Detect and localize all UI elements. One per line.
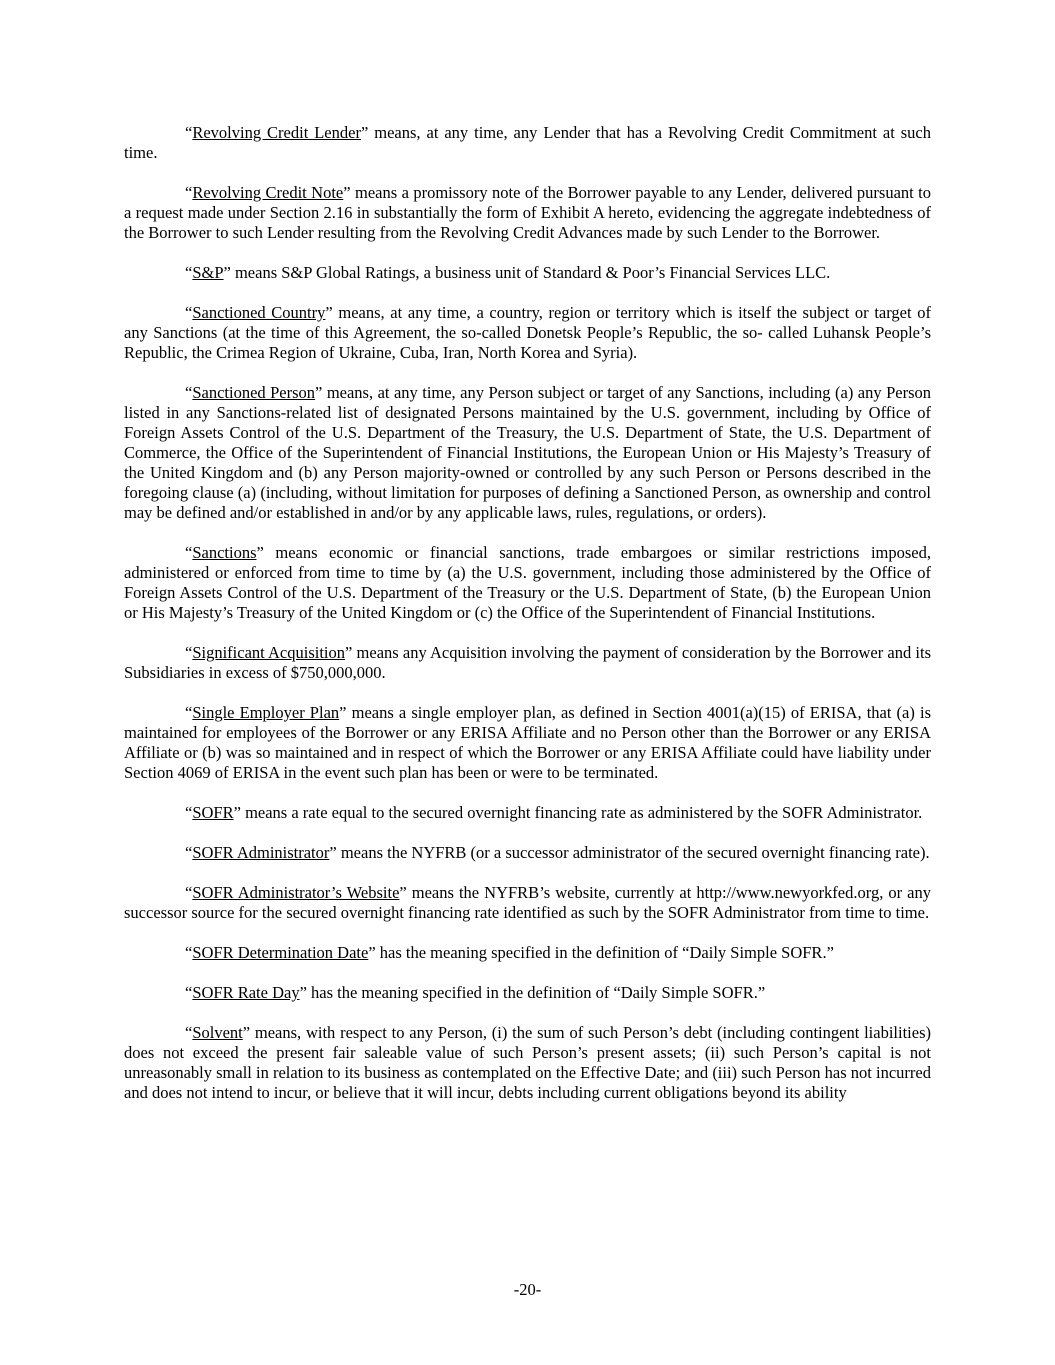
close-quote: ”: [345, 643, 353, 662]
document-body: [124, 123, 931, 1103]
definition-paragraph-sofr-administrator: [124, 843, 931, 863]
defined-term: SOFR Administrator: [192, 843, 330, 862]
close-quote: ”: [242, 1023, 251, 1042]
defined-term: SOFR: [192, 803, 234, 822]
defined-term: SOFR Administrator’s Website: [192, 883, 400, 902]
definition-text: means, at any time, a country, region or territory which is itself the subject or target of any Sanctions (at the time of this Agreement, the so-called Donetsk People’s Republic, the so- called Luhansk People’s Republic, the Crimea Region of Ukraine, Cuba, Iran, North Korea and Syria).: [124, 303, 931, 362]
open-quote: “: [185, 1023, 193, 1042]
open-quote: “: [185, 123, 193, 142]
definition-paragraph-solvent: [124, 1023, 931, 1103]
defined-term: Sanctions: [192, 543, 257, 562]
definition-paragraph-sofr: [124, 803, 931, 823]
close-quote: ”: [399, 883, 407, 902]
definition-paragraph-revolving-credit-note: [124, 183, 931, 243]
definition-text: means, at any time, any Lender that has a Revolving Credit Commitment at such time.: [124, 123, 931, 162]
open-quote: “: [185, 883, 193, 902]
defined-term: SOFR Determination Date: [192, 943, 369, 962]
definition-paragraph-sofr-rate-day: [124, 983, 931, 1003]
close-quote: ”: [223, 263, 231, 282]
open-quote: “: [185, 943, 193, 962]
page-number: -20-: [513, 1280, 542, 1299]
defined-term: Significant Acquisition: [192, 643, 346, 662]
definition-paragraph-significant-acquisition: [124, 643, 931, 683]
open-quote: “: [185, 803, 193, 822]
definition-text: has the meaning specified in the definition of “Daily Simple SOFR.”: [306, 983, 766, 1002]
close-quote: ”: [368, 943, 376, 962]
close-quote: ”: [256, 543, 264, 562]
definition-text: has the meaning specified in the definition of “Daily Simple SOFR.”: [375, 943, 834, 962]
definition-text: means, with respect to any Person, (i) the sum of such Person’s debt (including contingent liabilities) does not exceed the present fair saleable value of such Person’s present assets; (ii) such Person’s capital is not unreasonably small in relation to its business as contemplated on the Effective Date; and (iii) such Person has not incurred and does not intend to incur, or believe that it will incur, debts including current obligations beyond its ability: [124, 1023, 931, 1102]
open-quote: “: [185, 263, 193, 282]
open-quote: “: [185, 703, 193, 722]
defined-term: SOFR Rate Day: [192, 983, 300, 1002]
close-quote: ”: [315, 383, 323, 402]
close-quote: ”: [233, 803, 241, 822]
definition-paragraph-revolving-credit-lender: [124, 123, 931, 163]
close-quote: ”: [343, 183, 351, 202]
close-quote: ”: [299, 983, 307, 1002]
definition-text: means a promissory note of the Borrower payable to any Lender, delivered pursuant to a request made under Section 2.16 in substantially the form of Exhibit A hereto, evidencing the aggregate indebtedness of the Borrower to such Lender resulting from the Revolving Credit Advances made by such Lender to the Borrower.: [124, 183, 931, 242]
definition-text: means the NYFRB’s website, currently at http://www.newyorkfed.org, or any successor source for the secured overnight financing rate identified as such by the SOFR Administrator from time to time.: [124, 883, 931, 922]
defined-term: Sanctioned Country: [192, 303, 326, 322]
definition-paragraph-single-employer-plan: [124, 703, 931, 783]
open-quote: “: [185, 643, 193, 662]
definition-text: means economic or financial sanctions, trade embargoes or similar restrictions imposed, administered or enforced from time to time by (a) the U.S. government, including those administered by the Office of Foreign Assets Control of the U.S. Department of the Treasury or the U.S. Department of State, (b) the European Union or His Majesty’s Treasury of the United Kingdom or (c) the Office of the Superintendent of Financial Institutions.: [124, 543, 931, 622]
definition-paragraph-s-and-p: [124, 263, 931, 283]
close-quote: ”: [329, 843, 337, 862]
definition-text: means S&P Global Ratings, a business unit of Standard & Poor’s Financial Services LLC.: [230, 263, 831, 282]
defined-term: Revolving Credit Note: [192, 183, 344, 202]
definition-paragraph-sanctioned-country: [124, 303, 931, 363]
open-quote: “: [185, 303, 193, 322]
open-quote: “: [185, 983, 193, 1002]
close-quote: ”: [325, 303, 333, 322]
definition-text: means a single employer plan, as defined in Section 4001(a)(15) of ERISA, that (a) is maintained for employees of the Borrower or any ERISA Affiliate and no Person other than the Borrower or any ERISA Affiliate or (b) was so maintained and in respect of which the Borrower or any ERISA Affiliate could have liability under Section 4069 of ERISA in the event such plan has been or were to be terminated.: [124, 703, 931, 782]
close-quote: ”: [339, 703, 347, 722]
open-quote: “: [185, 843, 193, 862]
definition-text: means the NYFRB (or a successor administrator of the secured overnight financing rate).: [336, 843, 930, 862]
defined-term: Single Employer Plan: [192, 703, 340, 722]
definition-text: means a rate equal to the secured overnight financing rate as administered by the SOFR Administrator.: [240, 803, 923, 822]
open-quote: “: [185, 543, 193, 562]
definition-text: means any Acquisition involving the payment of consideration by the Borrower and its Subsidiaries in excess of $750,000,000.: [124, 643, 931, 682]
definition-paragraph-sofr-determination-date: [124, 943, 931, 963]
close-quote: ”: [360, 123, 369, 142]
definition-paragraph-sanctioned-person: [124, 383, 931, 523]
defined-term: Sanctioned Person: [192, 383, 316, 402]
definition-text: means, at any time, any Person subject or target of any Sanctions, including (a) any Person listed in any Sanctions-related list of designated Persons maintained by the U.S. government, including by Office of Foreign Assets Control of the U.S. Department of the Treasury, the U.S. Department of State, the U.S. Department of Commerce, the Office of the Superintendent of Financial Institutions, the European Union or His Majesty’s Treasury of the United Kingdom and (b) any Person majority-owned or controlled by any such Person or Persons described in the foregoing clause (a) (including, without limitation for purposes of defining a Sanctioned Person, as ownership and control may be defined and/or established in and/or by any applicable laws, rules, regulations, or orders).: [124, 383, 931, 522]
open-quote: “: [185, 183, 193, 202]
defined-term: Solvent: [192, 1023, 243, 1042]
defined-term: Revolving Credit Lender: [192, 123, 361, 142]
definition-paragraph-sanctions: [124, 543, 931, 623]
definition-paragraph-sofr-administrators-website: [124, 883, 931, 923]
open-quote: “: [185, 383, 193, 402]
defined-term: S&P: [192, 263, 224, 282]
